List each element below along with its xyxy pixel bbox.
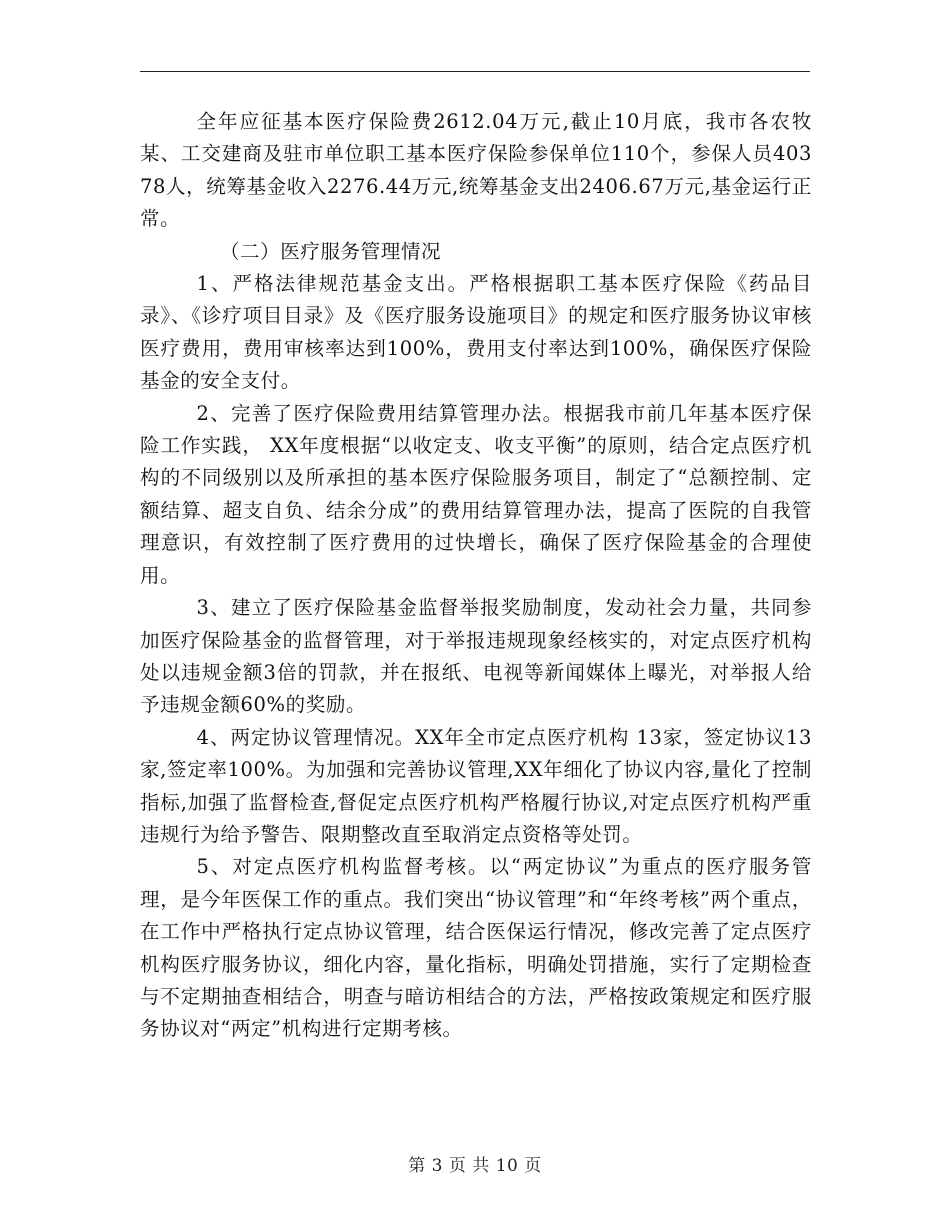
paragraph-fund-expenditure: 1、严格法律规范基金支出。严格根据职工基本医疗保险《药品目录》、《诊疗项目目录》及《医疗服务设施项目》的规定和医疗服务协议审核医疗费用，费用审核率达到100%，费用支付率达到100%，确保医疗保险基金的安全支付。 bbox=[140, 272, 812, 393]
paragraph-institution-assessment: 5、对定点医疗机构监督考核。以“两定协议”为重点的医疗服务管理，是今年医保工作的重点。我们突出“协议管理”和“年终考核”两个重点，在工作中严格执行定点协议管理，结合医保运行情况，修改完善了定点医疗机构医疗服务协议，细化内容，量化指标，明确处罚措施，实行了定期检查与不定期抽查相结合，明查与暗访相结合的方法，严格按政策规定和医疗服务协议对“两定”机构进行定期考核。 bbox=[140, 855, 812, 1041]
header-rule bbox=[140, 71, 810, 72]
document-body bbox=[140, 106, 812, 1046]
paragraph-agreement-management: 4、两定协议管理情况。XX年全市定点医疗机构 13家，签定协议13 家,签定率100%。为加强和完善协议管理,XX年细化了协议内容,量化了控制指标,加强了监督检查,督促定点医疗机构严格履行协议,对定点医疗机构严重违规行为给予警告、限期整改直至取消定点资格等处罚。 bbox=[140, 725, 812, 846]
paragraph-fund-collection: 全年应征基本医疗保险费2612.04万元,截止10月底，我市各农牧某、工交建商及驻市单位职工基本医疗保险参保单位110个，参保人员40378人，统筹基金收入2276.44万元,统筹基金支出2406.67万元,基金运行正常。 bbox=[140, 110, 812, 231]
page-number: 第 3 页 共 10 页 bbox=[408, 1156, 542, 1176]
paragraph-reporting-rewards: 3、建立了医疗保险基金监督举报奖励制度，发动社会力量，共同参加医疗保险基金的监督管理，对于举报违规现象经核实的，对定点医疗机构处以违规金额3倍的罚款，并在报纸、电视等新闻媒体上曝光，对举报人给予违规金额60%的奖励。 bbox=[140, 596, 812, 717]
paragraph-settlement-method: 2、完善了医疗保险费用结算管理办法。根据我市前几年基本医疗保险工作实践， XX年度根据“以收定支、收支平衡”的原则，结合定点医疗机构的不同级别以及所承担的基本医疗保险服务项目，制定了“总额控制、定额结算、超支自负、结余分成”的费用结算管理办法，提高了医院的自我管理意识，有效控制了医疗费用的过快增长，确保了医疗保险基金的合理使用。 bbox=[140, 401, 812, 587]
section-heading: （二）医疗服务管理情况 bbox=[219, 239, 442, 263]
